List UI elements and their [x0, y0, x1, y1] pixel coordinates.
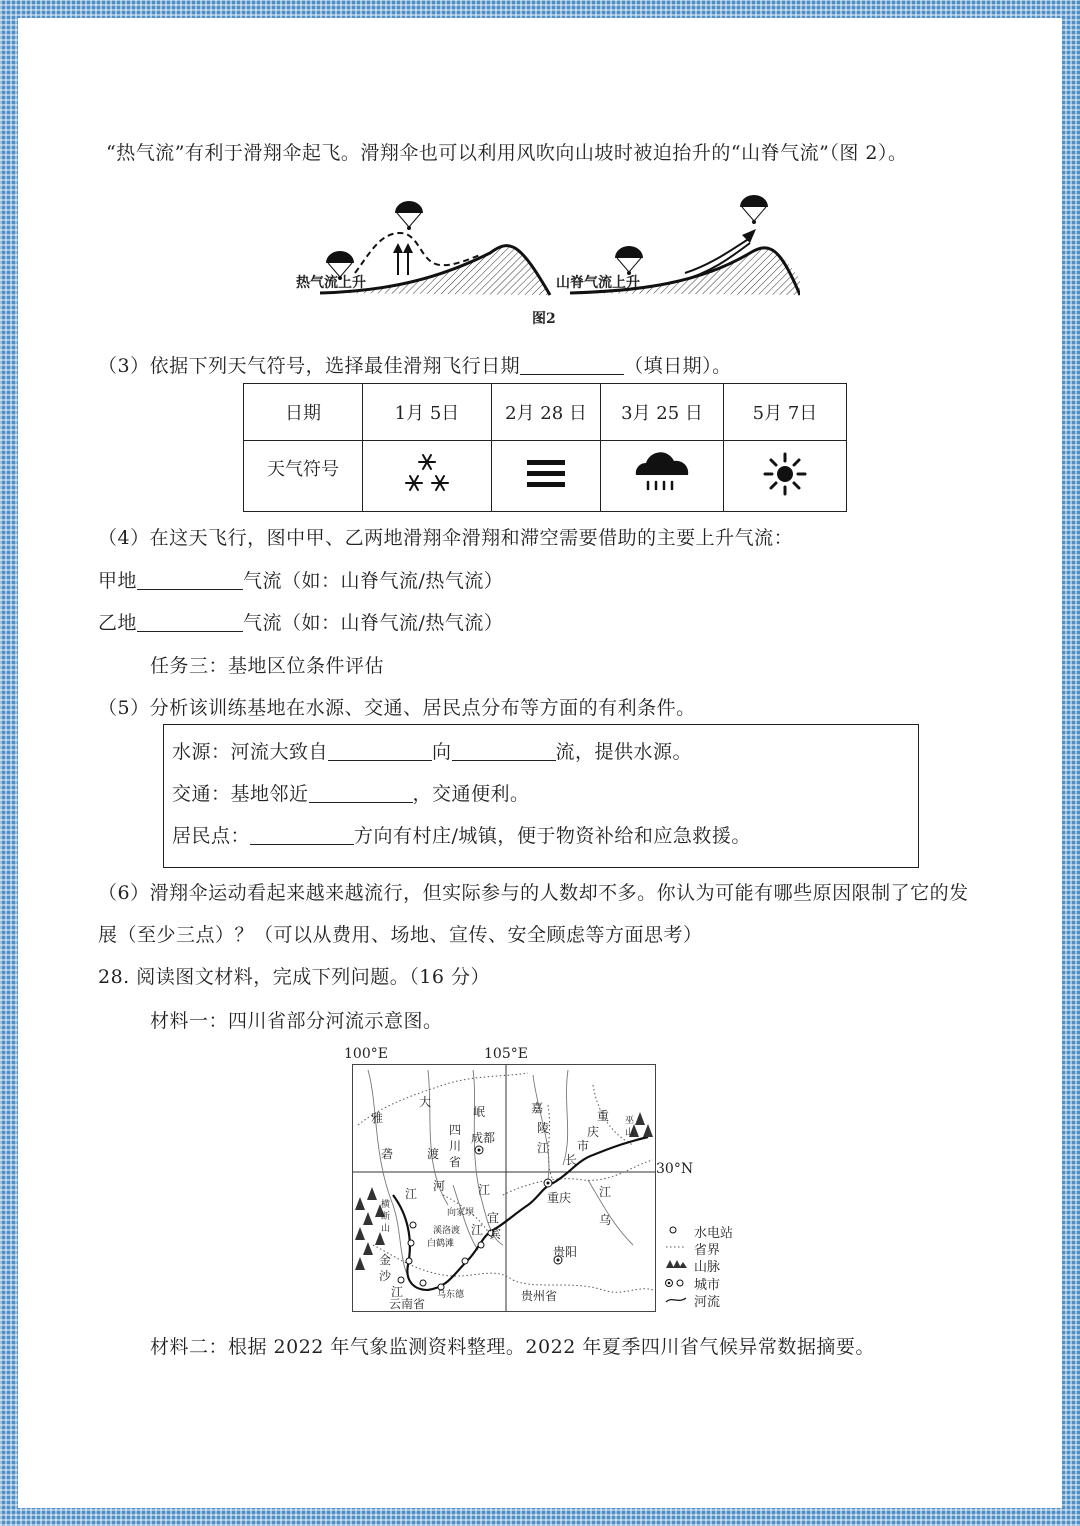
- date-header: 日期: [244, 384, 363, 441]
- map-label-bin: 宾: [489, 1227, 502, 1241]
- sichuan-river-map: [352, 1064, 656, 1312]
- map-label-jiang-c: 江: [537, 1141, 550, 1155]
- map-label-heng: 横: [381, 1200, 391, 1210]
- map-label-jin: 金: [379, 1253, 392, 1267]
- map-label-chongqing: 重庆: [547, 1191, 572, 1205]
- map-label-guiyang: 贵阳: [553, 1245, 578, 1259]
- lon-105-label: 105°E: [484, 1046, 528, 1062]
- q3-answer-blank[interactable]: [520, 356, 624, 375]
- legend-border: 省界: [694, 1243, 721, 1258]
- map-label-yunnan: 云南省: [389, 1297, 426, 1311]
- map-label-chong: 重: [597, 1109, 610, 1123]
- map-label-sha: 沙: [379, 1269, 392, 1283]
- map-label-si: 四: [449, 1123, 462, 1137]
- map-label-long: 砻: [381, 1147, 394, 1161]
- map-label-jiang-d: 江: [599, 1185, 612, 1199]
- figure-2-label: 图2: [532, 311, 556, 327]
- task3-heading: 任务三：基地区位条件评估: [150, 655, 385, 677]
- traffic-text-b: ，交通便利。: [412, 783, 530, 805]
- residence-line: [172, 821, 751, 848]
- map-label-duan: 断: [381, 1212, 391, 1222]
- material1-caption: 材料一：四川省部分河流示意图。: [150, 1010, 443, 1032]
- weather-table: [243, 383, 847, 512]
- residence-text-b: 方向有村庄/城镇，便于物资补给和应急救援。: [354, 825, 751, 847]
- residence-text-a: 居民点：: [172, 825, 251, 847]
- legend-city: 城市: [694, 1278, 721, 1293]
- lat-30-label: 30°N: [656, 1161, 694, 1177]
- symbol-cell: [492, 441, 601, 512]
- map-label-jiang-b: 江: [478, 1183, 491, 1197]
- water-line: [172, 737, 692, 764]
- water-to-blank[interactable]: [452, 742, 556, 761]
- q3-text-after: （填日期）。: [624, 355, 732, 377]
- map-label-min: 岷: [473, 1105, 486, 1119]
- jia-suffix: 气流（如：山脊气流/热气流）: [243, 570, 504, 592]
- map-label-wushan-a: 巫: [625, 1116, 635, 1126]
- q4-yi-line: [98, 608, 503, 635]
- residence-blank[interactable]: [250, 826, 354, 845]
- traffic-text-a: 交通：基地邻近: [172, 783, 309, 805]
- map-label-ya: 雅: [371, 1111, 384, 1125]
- date-cell: 2月 28 日: [492, 384, 601, 441]
- q5-answer-box: [163, 724, 919, 868]
- map-label-ling: 陵: [537, 1121, 550, 1135]
- q3-question: [98, 351, 732, 378]
- water-from-blank[interactable]: [328, 742, 432, 761]
- exam-page: [18, 18, 1062, 1508]
- rain-icon: [630, 451, 694, 497]
- legend-river: 河流: [694, 1295, 721, 1310]
- legend-hydro: 水电站: [694, 1226, 734, 1241]
- map-label-jia: 嘉: [531, 1101, 544, 1115]
- water-text-a: 水源：河流大致自: [172, 741, 329, 763]
- map-label-da: 大: [419, 1095, 432, 1109]
- q4-jia-line: [98, 566, 503, 593]
- map-label-jiang-g: 江: [391, 1285, 404, 1299]
- map-label-wu: 乌: [599, 1213, 612, 1227]
- fog-icon: [523, 454, 569, 494]
- yi-suffix: 气流（如：山脊气流/热气流）: [243, 612, 504, 634]
- jia-answer-blank[interactable]: [137, 571, 243, 590]
- material2-caption: 材料二：根据 2022 年气象监测资料整理。2022 年夏季四川省气候异常数据摘要。: [150, 1336, 875, 1358]
- date-cell: 5月 7日: [724, 384, 847, 441]
- yi-answer-blank[interactable]: [137, 613, 243, 632]
- map-label-chang: 长: [565, 1153, 578, 1167]
- map-label-yi: 宜: [487, 1211, 500, 1225]
- traffic-line: [172, 779, 530, 806]
- map-label-guizhou: 贵州省: [521, 1289, 558, 1303]
- symbol-header: 天气符号: [244, 441, 363, 512]
- q28-heading: 28. 阅读图文材料，完成下列问题。（16 分）: [98, 966, 490, 988]
- map-label-sheng: 省: [449, 1155, 462, 1169]
- q3-text-before: （3）依据下列天气符号，选择最佳滑翔飞行日期: [98, 355, 521, 377]
- intro-line: “热气流”有利于滑翔伞起飞。滑翔伞也可以利用风吹向山坡时被迫抬升的“山脊气流”（图 2）。: [106, 142, 908, 164]
- ridge-caption: 山脊气流上升: [556, 275, 640, 291]
- map-label-chengdu: 成都: [471, 1131, 496, 1145]
- q6-line-1: （6）滑翔伞运动看起来越来越流行，但实际参与的人数却不多。你认为可能有哪些原因限制了它的发: [98, 882, 969, 904]
- water-text-c: 流，提供水源。: [555, 741, 693, 763]
- legend-symbols: [664, 1222, 688, 1308]
- map-label-wudongde: 乌东德: [437, 1290, 465, 1300]
- map-label-wushan-b: 山: [625, 1128, 635, 1138]
- lon-100-label: 100°E: [344, 1046, 388, 1062]
- symbol-cell: [601, 441, 724, 512]
- map-label-chuan: 川: [449, 1139, 462, 1153]
- map-label-baihetan: 白鹤滩: [427, 1239, 455, 1249]
- q5-question: （5）分析该训练基地在水源、交通、居民点分布等方面的有利条件。: [98, 697, 696, 719]
- jia-label: 甲地: [98, 570, 138, 592]
- map-label-he: 河: [433, 1179, 446, 1193]
- map-label-xiangjiaba: 向家坝: [447, 1208, 475, 1218]
- map-label-jiang-a: 江: [405, 1187, 418, 1201]
- snow-icon: [399, 451, 455, 497]
- water-text-b: 向: [432, 741, 452, 763]
- map-label-shi: 市: [577, 1139, 590, 1153]
- q6-line-2: 展（至少三点）？（可以从费用、场地、宣传、安全顾虑等方面思考）: [98, 924, 703, 946]
- map-label-qing: 庆: [587, 1125, 600, 1139]
- thermal-caption: 热气流上升: [296, 275, 366, 291]
- q4-question: （4）在这天飞行，图中甲、乙两地滑翔伞滑翔和滞空需要借助的主要上升气流：: [98, 527, 794, 549]
- map-label-jiang-f: 江: [471, 1223, 484, 1237]
- date-cell: 1月 5日: [363, 384, 492, 441]
- map-label-shan: 山: [381, 1224, 391, 1234]
- yi-label: 乙地: [98, 612, 138, 634]
- map-label-du: 渡: [427, 1147, 440, 1161]
- symbol-cell: [363, 441, 492, 512]
- sunny-icon: [760, 451, 810, 497]
- symbol-cell: [724, 441, 847, 512]
- date-cell: 3月 25 日: [601, 384, 724, 441]
- legend-mountain: 山脉: [694, 1260, 721, 1275]
- map-label-xiluodu: 溪洛渡: [433, 1226, 461, 1236]
- traffic-blank[interactable]: [309, 784, 413, 803]
